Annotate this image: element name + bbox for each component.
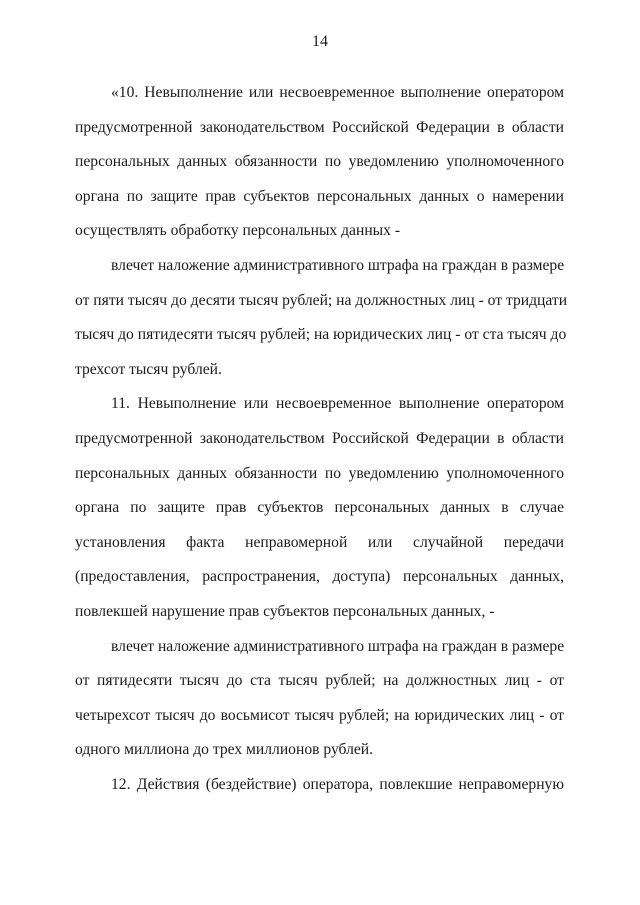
text-line: персональных данных обязанности по уведомлению уполномоченного (75, 464, 564, 482)
text-line: одного миллиона до трех миллионов рублей. (75, 741, 374, 759)
text-line: от пятидесяти тысяч до ста тысяч рублей; на должностных лиц - от (75, 672, 564, 690)
document-body (75, 82, 568, 808)
paragraph-12 (75, 774, 564, 809)
text-line: трехсот тысяч рублей. (75, 360, 222, 378)
text-line: «10. Невыполнение или несвоевременное выполнение оператором (111, 84, 564, 101)
text-line: от пяти тысяч до десяти тысяч рублей; на должностных лиц - от тридцати (75, 291, 568, 309)
paragraph-10-penalty (75, 255, 568, 393)
text-line: предусмотренной законодательством Российской Федерации в области (75, 429, 564, 447)
text-line: влечет наложение административного штрафа на граждан в размере (111, 637, 565, 655)
paragraph-10 (75, 82, 564, 255)
text-line: повлекшей нарушение прав субъектов персональных данных, - (75, 602, 495, 620)
text-line: (предоставления, распространения, доступа) персональных данных, (75, 568, 564, 586)
page-number: 14 (312, 33, 328, 50)
paragraph-11-penalty (75, 636, 564, 774)
text-line: установления факта неправомерной или случайной передачи (75, 533, 564, 551)
text-line: органа по защите прав субъектов персональных данных о намерении (75, 187, 564, 205)
text-line: персональных данных обязанности по уведомлению уполномоченного (75, 153, 564, 171)
text-line: 12. Действия (бездействие) оператора, повлекшие неправомерную (111, 775, 564, 793)
text-line: четырехсот тысяч до восьмисот тысяч рублей; на юридических лиц - от (75, 706, 564, 724)
text-line: 11. Невыполнение или несвоевременное выполнение оператором (111, 395, 564, 413)
text-line: предусмотренной законодательством Российской Федерации в области (75, 118, 564, 136)
text-line: тысяч до пятидесяти тысяч рублей; на юридических лиц - от ста тысяч до (75, 326, 567, 344)
text-line: осуществлять обработку персональных данных - (75, 222, 401, 240)
paragraph-11 (75, 393, 564, 635)
text-line: влечет наложение административного штрафа на граждан в размере (111, 256, 565, 274)
text-line: органа по защите прав субъектов персональных данных в случае (75, 499, 564, 517)
